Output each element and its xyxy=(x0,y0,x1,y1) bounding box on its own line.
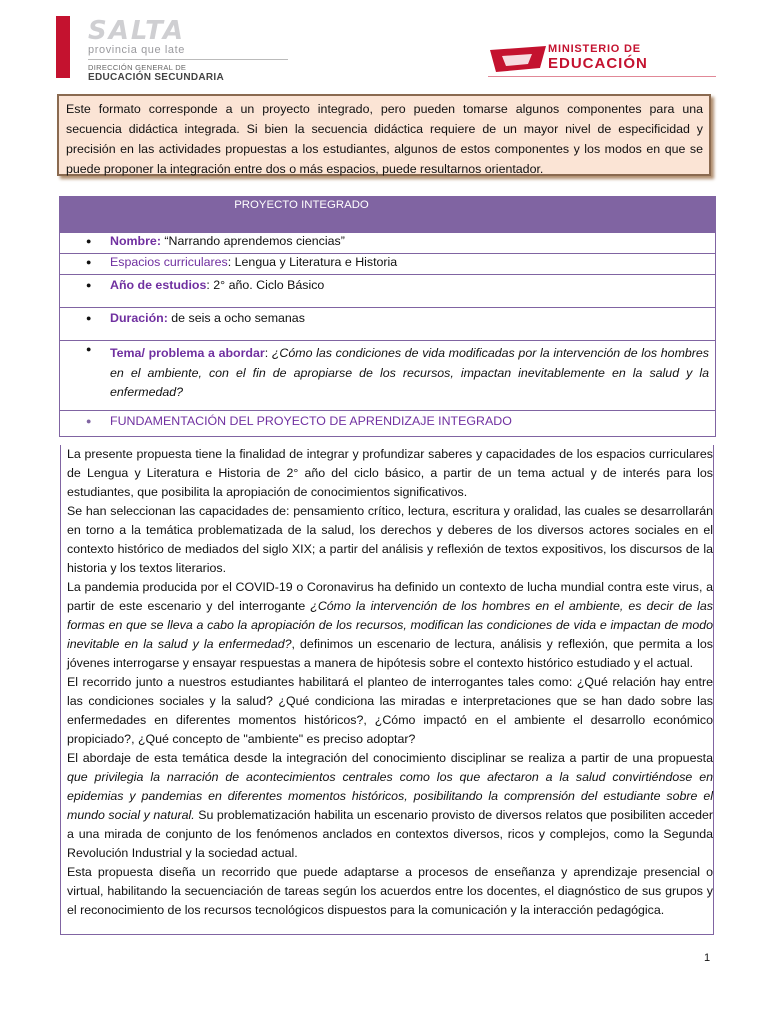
duracion-label: Duración: xyxy=(110,311,168,325)
ministerio-logo-text xyxy=(548,44,648,71)
paragraph-1: La presente propuesta tiene la finalidad de integrar y profundizar saberes y capacidades de los espacios curriculares de Lengua y Literatura e Historia de 2° año del ciclo básico, a partir de un tema actual y de interés para los estudiantes, que posibilita la apropiación de conocimientos significativos. xyxy=(67,447,713,499)
bullet-icon: ● xyxy=(86,257,92,267)
paragraph-3: La pandemia producida por el COVID-19 o Coronavirus ha definido un contexto de lucha mundial contra este virus, a partir de este escenario y del interrogante ¿Cómo la intervención de los hombres en el ambiente, es decir de las formas en que se lleva a cabo la apropiación de los recursos, modifican las condiciones de vida e impactan de modo inevitable en la salud y la enfermedad?, definimos un escenario de lectura, análisis y reflexión, que permita a los jóvenes interrogarse y ensayar respuestas a manera de hipótesis sobre el contexto histórico estudiado y el actual. xyxy=(67,580,714,670)
ministerio-underline xyxy=(488,76,716,77)
logo-wordmark: SALTA xyxy=(88,16,185,46)
logo-divider xyxy=(88,59,288,60)
anio-value: : 2° año. Ciclo Básico xyxy=(206,278,325,292)
direccion-line-1: DIRECCIÓN GENERAL DE xyxy=(88,63,187,72)
project-table xyxy=(59,196,716,437)
logo-tagline: provincia que late xyxy=(88,44,186,56)
bullet-icon: ● xyxy=(86,416,92,426)
tema-colon: : xyxy=(264,346,272,360)
nombre-value: “Narrando aprendemos ciencias” xyxy=(164,234,345,248)
nombre-label: Nombre: xyxy=(110,234,161,248)
row-anio xyxy=(60,275,716,308)
bullet-icon: ● xyxy=(86,280,92,290)
fundamentacion-label: FUNDAMENTACIÓN DEL PROYECTO DE APRENDIZAJE INTEGRADO xyxy=(110,414,512,428)
paragraph-6: Esta propuesta diseña un recorrido que puede adaptarse a procesos de enseñanza y aprendizaje presencial o virtual, habilitando la secuenciación de tareas según los acuerdos entre los docentes, el diagnóstico de sus grupos y el reconocimiento de los recursos tecnológicos dispuestos para la comunicación y la interacción pedagógica. xyxy=(67,865,713,917)
tema-value: ¿Cómo las condiciones de vida modificadas por la intervención de los hombres en el ambiente, con el fin de apropiarse de los recursos, impactan inevitablemente en la salud y la enfermedad? xyxy=(110,346,709,399)
paragraph-4: El recorrido junto a nuestros estudiantes habilitará el planteo de interrogantes tales como: ¿Qué relación hay entre las condiciones sociales y la salud? ¿Qué condiciona las miradas e interpretaciones que se han dado sobre las enfermedades en diferentes momentos históricos?, ¿Cómo impactó en el ambiente el desarrollo económico propiciado?, ¿Qué concepto de "ambiente" es preciso adoptar? xyxy=(67,675,713,746)
ministerio-line-1: MINISTERIO DE xyxy=(548,43,641,55)
bullet-icon: ● xyxy=(86,313,92,323)
ministerio-line-2: EDUCACIÓN xyxy=(548,55,648,72)
page-number: 1 xyxy=(704,952,711,964)
row-espacios xyxy=(60,254,716,275)
direccion-line-2: EDUCACIÓN SECUNDARIA xyxy=(88,72,225,83)
paragraph-2: Se han seleccionan las capacidades de: pensamiento crítico, lectura, escritura y oralidad, las cuales se desarrollarán en torno a la temática problematizada de la salud, los derechos y deberes de los diversos actores sociales en el contexto histórico de mediados del siglo XIX; a partir del análisis y reflexión de textos expositivos, los discursos de la historia y los textos literarios. xyxy=(67,504,713,575)
duracion-value: de seis a ocho semanas xyxy=(167,311,305,325)
salta-logo xyxy=(88,16,308,83)
intro-note-box: Este formato corresponde a un proyecto integrado, pero pueden tomarse algunos componentes para una secuencia didáctica integrada. Si bien la secuencia didáctica requiere de un mayor nivel de especificidad y precisión en las actividades propuestas a los estudiantes, algunos de estos componentes y los modos en que se puede proponer la integración entre dos o más espacios, puede resultarnos orientador. xyxy=(57,94,711,176)
row-duracion xyxy=(60,308,716,341)
ministerio-logo-shape xyxy=(488,46,552,74)
table-header-row xyxy=(60,197,716,233)
table-header-title: PROYECTO INTEGRADO xyxy=(234,199,369,211)
tema-label: Tema/ problema a abordar xyxy=(110,346,265,360)
tema-block xyxy=(110,344,709,403)
row-fundamentacion xyxy=(60,411,716,437)
espacios-value: : Lengua y Literatura e Historia xyxy=(227,255,398,269)
bullet-icon: ● xyxy=(86,344,92,354)
row-nombre xyxy=(60,233,716,254)
fundamentacion-body xyxy=(60,445,714,935)
espacios-label: Espacios curriculares xyxy=(110,255,228,269)
table-header-cell xyxy=(60,197,716,233)
paragraph-5: El abordaje de esta temática desde la integración del conocimiento disciplinar se realiza a partir de una propuesta que privilegia la narración de acontecimientos centrales como los que afectaron a la salud convirtiéndose en epidemias y pandemias en diferentes momentos históricos, posibilitando la comprensión del estudiante sobre el mundo social y natural. Su problematización habilita un escenario provisto de diversos relatos que posibiliten acceder a una mirada de conjunto de los fenómenos anclados en contextos diversos, ricos y complejos, como la Segunda Revolución Industrial y la sociedad actual. xyxy=(67,751,713,860)
row-tema xyxy=(60,341,716,411)
header-red-bar xyxy=(56,16,70,78)
bullet-icon: ● xyxy=(86,236,92,246)
anio-label: Año de estudios xyxy=(110,278,207,292)
